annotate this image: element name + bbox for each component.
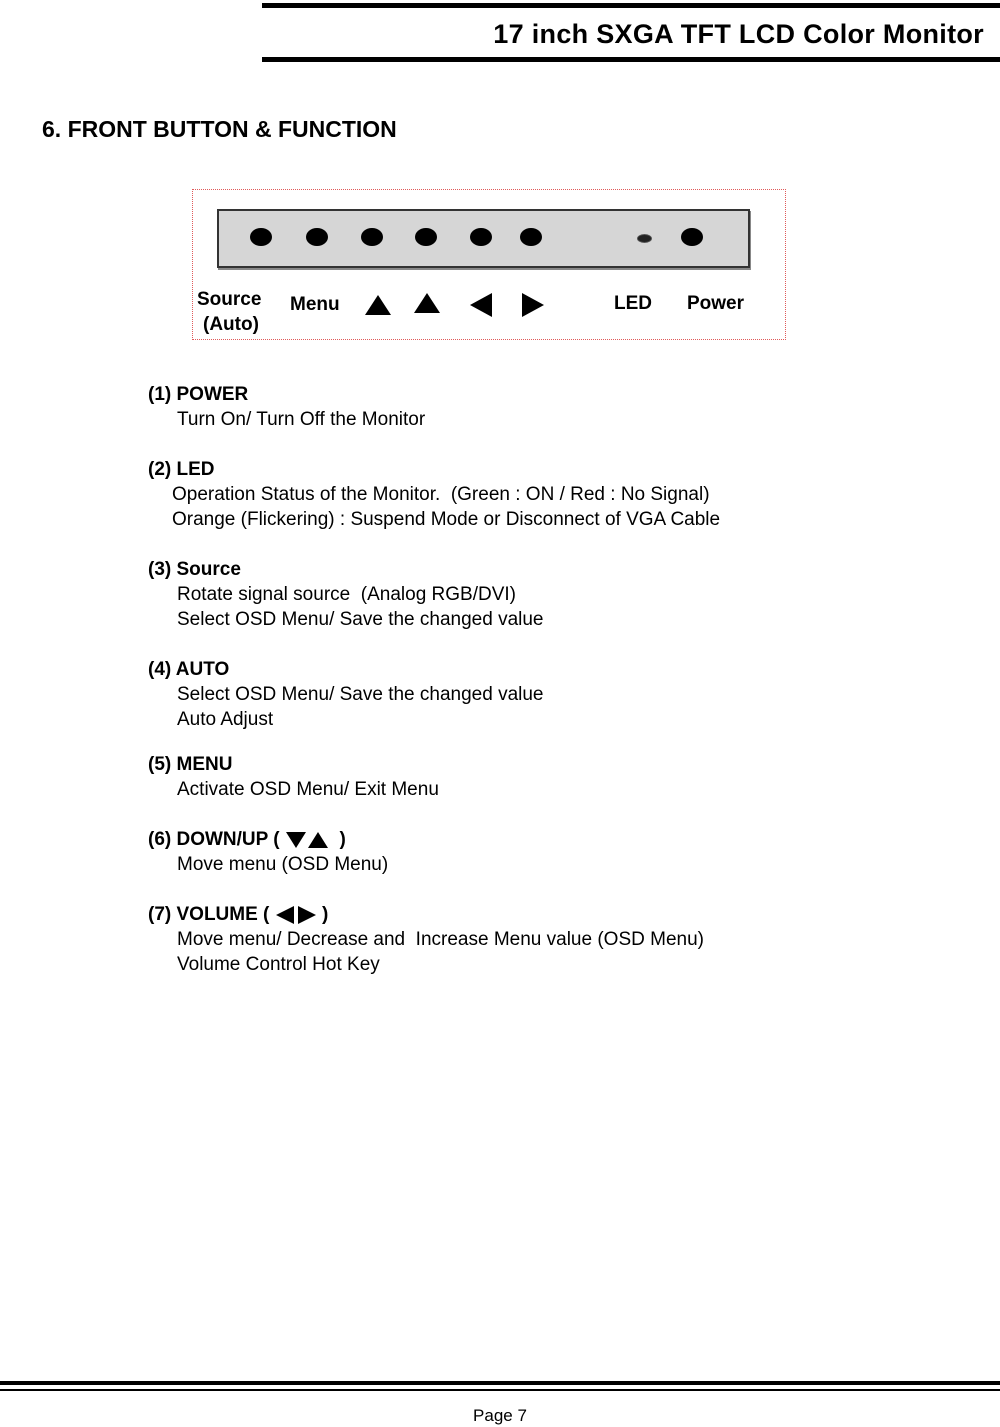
item-text: Volume Control Hot Key bbox=[177, 954, 380, 975]
left-arrow-icon bbox=[275, 905, 295, 925]
item-text: Operation Status of the Monitor. (Green : ON / Red : No Signal) bbox=[172, 484, 710, 505]
label-power: Power bbox=[687, 293, 745, 314]
label-auto: (Auto) bbox=[203, 314, 259, 335]
footer-rule-thick bbox=[0, 1381, 1000, 1385]
label-source: Source bbox=[197, 289, 262, 310]
item-text: Select OSD Menu/ Save the changed value bbox=[177, 609, 544, 630]
page-number: Page 7 bbox=[473, 1406, 527, 1425]
source-button-icon bbox=[250, 228, 272, 246]
menu-button-icon bbox=[306, 228, 328, 246]
item-heading: (1) POWER bbox=[148, 384, 249, 405]
item-text: Auto Adjust bbox=[177, 709, 274, 730]
section-title: 6. FRONT BUTTON & FUNCTION bbox=[42, 116, 397, 142]
item-text: Select OSD Menu/ Save the changed value bbox=[177, 684, 544, 705]
item-heading: (2) LED bbox=[148, 459, 215, 480]
item-heading-suffix: ) bbox=[339, 829, 346, 850]
item-heading: (5) MENU bbox=[148, 754, 233, 775]
right-arrow-icon bbox=[295, 905, 317, 925]
item-text: Orange (Flickering) : Suspend Mode or Disconnect of VGA Cable bbox=[172, 509, 721, 530]
header-rule-top bbox=[262, 3, 1000, 8]
power-button-icon bbox=[681, 228, 703, 246]
list-item-down-up bbox=[148, 827, 388, 877]
up-arrow-icon bbox=[364, 294, 392, 316]
item-heading-prefix: (6) DOWN/UP ( bbox=[148, 829, 280, 850]
list-item-led bbox=[148, 457, 720, 532]
label-menu: Menu bbox=[290, 294, 340, 315]
left-button-icon bbox=[470, 228, 492, 246]
item-heading: (3) Source bbox=[148, 559, 241, 580]
down-button-icon bbox=[361, 228, 383, 246]
item-heading: (4) AUTO bbox=[148, 659, 230, 680]
list-item-volume bbox=[148, 902, 704, 977]
list-item-source bbox=[148, 557, 544, 632]
up-button-icon bbox=[415, 228, 437, 246]
list-item-power bbox=[148, 382, 425, 432]
down-arrow-icon bbox=[285, 831, 307, 849]
list-item-menu bbox=[148, 752, 439, 802]
list-item-auto bbox=[148, 657, 544, 732]
item-text: Move menu (OSD Menu) bbox=[177, 854, 389, 875]
led-indicator-icon bbox=[637, 234, 652, 243]
right-button-icon bbox=[520, 228, 542, 246]
item-text: Rotate signal source (Analog RGB/DVI) bbox=[177, 584, 516, 605]
up-arrow-icon bbox=[413, 292, 441, 314]
item-text: Activate OSD Menu/ Exit Menu bbox=[177, 779, 439, 800]
item-heading-prefix: (7) VOLUME ( bbox=[148, 904, 270, 925]
item-text: Turn On/ Turn Off the Monitor bbox=[177, 409, 426, 430]
footer-rule-thin bbox=[0, 1389, 1000, 1391]
item-heading-suffix: ) bbox=[321, 904, 329, 925]
item-heading bbox=[148, 827, 388, 852]
label-led: LED bbox=[614, 293, 652, 314]
item-heading bbox=[148, 902, 704, 927]
document-title: 17 inch SXGA TFT LCD Color Monitor bbox=[493, 19, 984, 49]
item-text: Move menu/ Decrease and Increase Menu value (OSD Menu) bbox=[177, 929, 704, 950]
header-rule-bottom bbox=[262, 57, 1000, 62]
right-arrow-icon bbox=[521, 292, 545, 318]
up-arrow-icon bbox=[307, 831, 329, 849]
left-arrow-icon bbox=[469, 292, 493, 318]
